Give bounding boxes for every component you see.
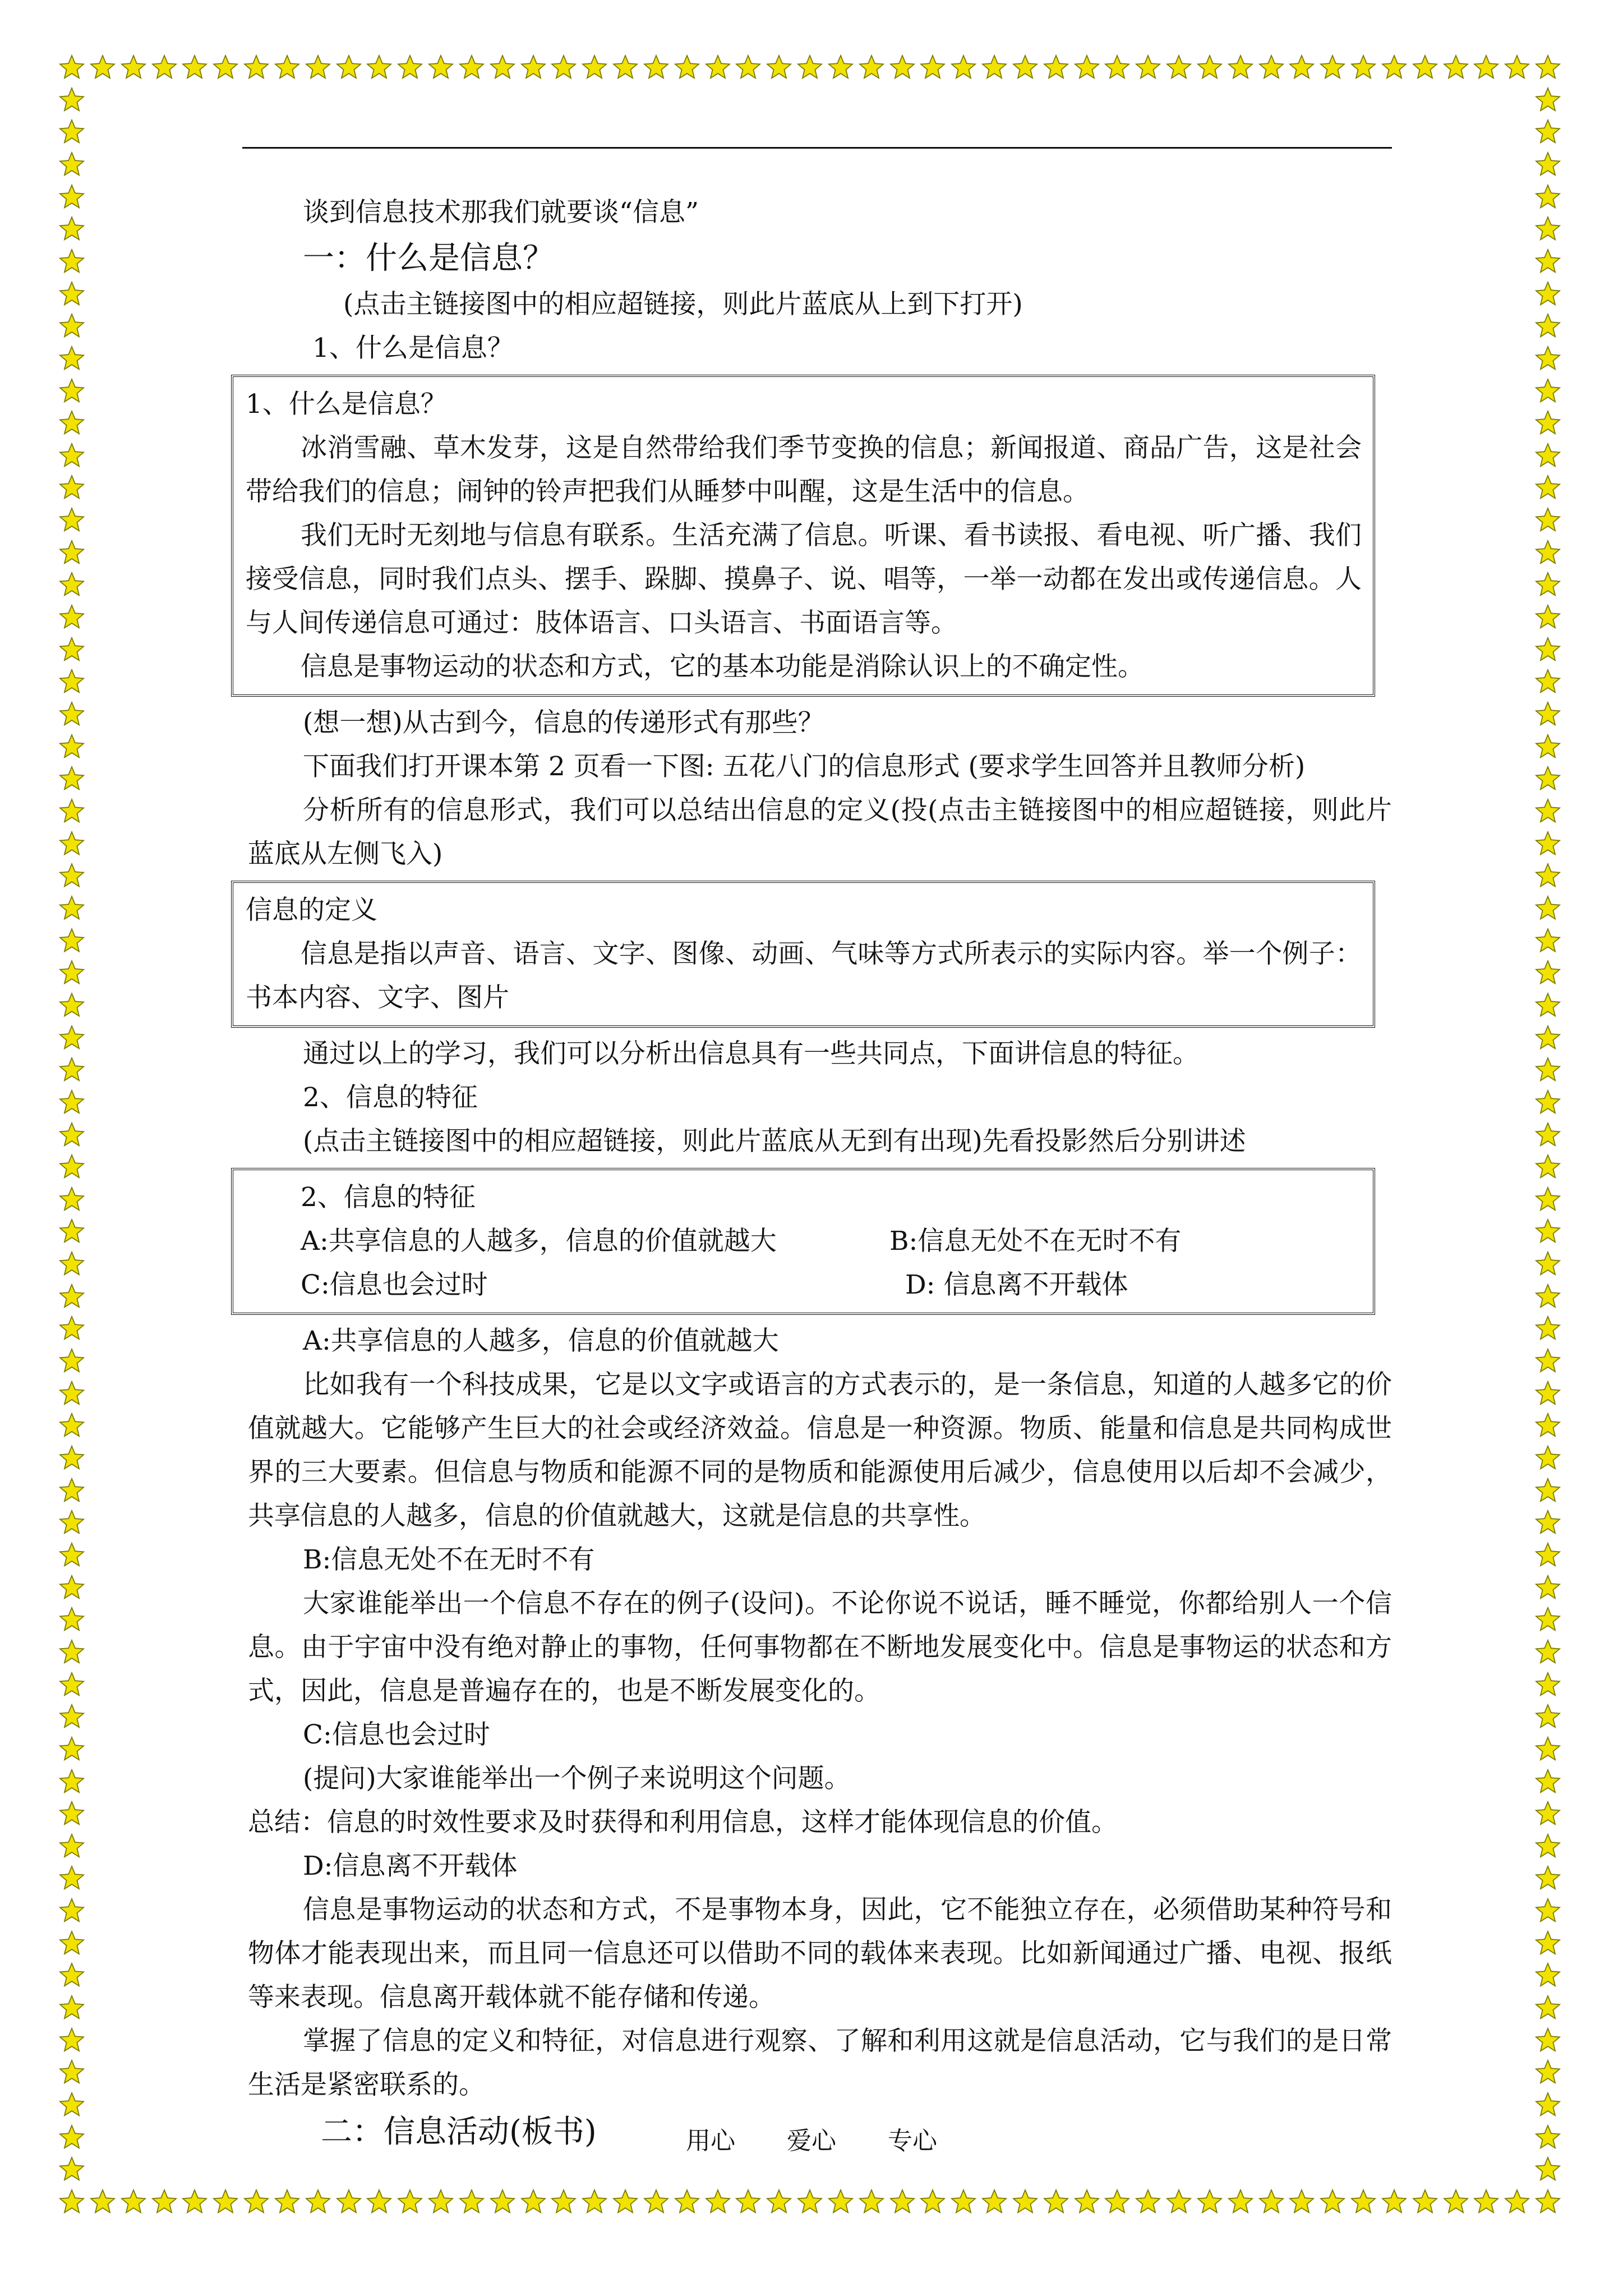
star-icon	[1534, 1962, 1561, 1989]
star-icon	[58, 1444, 85, 1471]
star-icon	[1227, 54, 1254, 81]
star-icon	[1534, 959, 1561, 986]
star-icon	[1534, 1024, 1561, 1051]
feature-d-text: 信息是事物运动的状态和方式，不是事物本身，因此，它不能独立存在，必须借助某种符号和物体才能表现出来，而且同一信息还可以借助不同的载体来表现。比如新闻通过广播、电视、报纸等来表现。信息离开载体就不能存储和传递。	[248, 1894, 1392, 2013]
star-icon	[366, 2188, 393, 2215]
star-icon	[827, 2188, 854, 2215]
star-icon	[58, 1606, 85, 1633]
star-icon	[151, 2188, 178, 2215]
box1-paragraph-1: 冰消雪融、草木发芽，这是自然带给我们季节变换的信息；新闻报道、商品广告，这是社会带给我们的信息；闹钟的铃声把我们从睡梦中叫醒，这是生活中的信息。	[246, 432, 1362, 507]
star-icon	[1043, 2188, 1069, 2215]
star-icon	[1534, 2059, 1561, 2086]
star-icon	[1073, 2188, 1100, 2215]
star-icon	[1534, 765, 1561, 792]
star-icon	[1534, 1736, 1561, 1763]
star-icon	[366, 54, 393, 81]
star-icon	[58, 1186, 85, 1213]
star-icon	[1534, 604, 1561, 631]
star-icon	[58, 1542, 85, 1568]
star-icon	[1534, 1186, 1561, 1213]
star-icon	[58, 183, 85, 210]
star-icon	[1534, 1283, 1561, 1310]
star-icon	[58, 1283, 85, 1310]
star-icon	[1135, 54, 1161, 81]
box1-paragraph-3: 信息是事物运动的状态和方式，它的基本功能是消除认识上的不确定性。	[301, 651, 1144, 682]
star-icon	[1534, 183, 1561, 210]
star-icon	[735, 54, 762, 81]
star-icon	[1534, 701, 1561, 728]
star-icon	[1288, 54, 1315, 81]
star-icon	[919, 54, 946, 81]
star-icon	[1504, 2188, 1530, 2215]
star-icon	[766, 2188, 792, 2215]
star-icon	[58, 409, 85, 436]
star-icon	[1043, 54, 1069, 81]
star-icon	[1534, 54, 1561, 81]
star-icon	[1534, 312, 1561, 339]
box2-paragraph: 信息是指以声音、语言、文字、图像、动画、气味等方式所表示的实际内容。举一个例子：书本内容、文字、图片	[246, 938, 1362, 1013]
star-icon	[1288, 2188, 1315, 2215]
star-icon	[1534, 1542, 1561, 1568]
star-icon	[58, 1639, 85, 1665]
header-rule	[242, 147, 1392, 149]
star-icon	[58, 1897, 85, 1924]
star-icon	[1534, 1089, 1561, 1116]
star-icon	[58, 798, 85, 825]
star-icon	[58, 701, 85, 728]
feature-c-question: (提问)大家谁能举出一个例子来说明这个问题。	[303, 1763, 851, 1794]
star-icon	[1534, 1218, 1561, 1245]
star-icon	[581, 54, 608, 81]
feature-b-text: 大家谁能举出一个信息不存在的例子(设问)。不论你说不说话，睡不睡觉，你都给别人一个信息。由于宇宙中没有绝对静止的事物，任何事物都在不断地发展变化中。信息是事物运的状态和方式，因此，信息是普遍存在的，也是不断发展变化的。	[248, 1588, 1392, 1706]
star-icon	[396, 54, 423, 81]
footer-word-2: 爱心	[787, 2127, 836, 2155]
star-icon	[643, 54, 670, 81]
box-features	[231, 1168, 1375, 1315]
star-icon	[274, 54, 301, 81]
star-icon	[58, 895, 85, 922]
star-icon	[58, 2059, 85, 2086]
star-icon	[1012, 2188, 1039, 2215]
star-icon	[58, 1089, 85, 1116]
star-icon	[58, 345, 85, 372]
star-icon	[58, 312, 85, 339]
star-icon	[58, 151, 85, 178]
star-icon	[1534, 636, 1561, 663]
star-icon	[1196, 54, 1223, 81]
star-icon	[520, 2188, 547, 2215]
star-icon	[427, 2188, 454, 2215]
star-icon	[1534, 1671, 1561, 1698]
closing-paragraph: 掌握了信息的定义和特征，对信息进行观察、了解和利用这就是信息活动，它与我们的是日常生活是紧密联系的。	[248, 2026, 1392, 2100]
intro-line: 谈到信息技术那我们就要谈“信息”	[303, 197, 699, 228]
star-icon	[58, 1994, 85, 2021]
star-icon	[305, 54, 331, 81]
star-icon	[1534, 507, 1561, 533]
star-icon	[58, 54, 85, 81]
star-icon	[58, 1865, 85, 1892]
star-icon	[58, 1121, 85, 1148]
star-icon	[520, 54, 547, 81]
star-icon	[1165, 2188, 1192, 2215]
feature-b-heading: B:信息无处不在无时不有	[303, 1544, 595, 1575]
star-icon	[305, 2188, 331, 2215]
star-icon	[58, 992, 85, 1019]
star-icon	[58, 1574, 85, 1601]
star-icon	[58, 1509, 85, 1536]
star-icon	[1534, 539, 1561, 566]
star-icon	[58, 378, 85, 404]
star-icon	[704, 54, 731, 81]
star-icon	[1412, 54, 1438, 81]
star-icon	[858, 2188, 885, 2215]
star-icon	[827, 54, 854, 81]
star-icon	[1534, 215, 1561, 242]
star-icon	[181, 2188, 208, 2215]
star-icon	[1534, 248, 1561, 275]
star-icon	[1534, 1639, 1561, 1665]
star-icon	[489, 2188, 516, 2215]
star-icon	[1135, 2188, 1161, 2215]
star-icon	[1227, 2188, 1254, 2215]
star-icon	[120, 54, 147, 81]
star-icon	[1534, 2091, 1561, 2118]
star-icon	[58, 2156, 85, 2183]
box1-title: 1、什么是信息？	[246, 389, 447, 420]
footer-word-3: 专心	[888, 2127, 937, 2155]
star-icon	[58, 1671, 85, 1698]
star-icon	[335, 2188, 362, 2215]
star-icon	[1534, 1477, 1561, 1504]
star-icon	[1534, 927, 1561, 954]
sub-heading-1: 1、什么是信息？	[312, 333, 514, 364]
star-icon	[950, 54, 977, 81]
star-icon	[1534, 1315, 1561, 1342]
star-icon	[212, 54, 239, 81]
star-icon	[1319, 54, 1346, 81]
star-icon	[796, 2188, 823, 2215]
star-icon	[1534, 442, 1561, 469]
star-icon	[1504, 54, 1530, 81]
star-icon	[58, 215, 85, 242]
star-icon	[58, 474, 85, 501]
star-icon	[58, 1833, 85, 1860]
star-icon	[1534, 1121, 1561, 1148]
star-icon	[151, 54, 178, 81]
star-icon	[1534, 1833, 1561, 1860]
features-row-1	[246, 1220, 1362, 1263]
star-icon	[766, 54, 792, 81]
star-icon	[1534, 1865, 1561, 1892]
star-icon	[458, 54, 485, 81]
star-icon	[58, 733, 85, 760]
star-icon	[335, 54, 362, 81]
star-icon	[1534, 1994, 1561, 2021]
feature-a-item: A:共享信息的人越多，信息的价值就越大	[301, 1226, 777, 1257]
star-icon	[704, 2188, 731, 2215]
star-icon	[1534, 2156, 1561, 2183]
star-icon	[89, 54, 116, 81]
star-icon	[1534, 474, 1561, 501]
note-1: (点击主链接图中的相应超链接，则此片蓝底从上到下打开)	[343, 289, 1023, 320]
star-icon	[396, 2188, 423, 2215]
star-icon	[58, 927, 85, 954]
star-icon	[1534, 1444, 1561, 1471]
star-icon	[1442, 2188, 1469, 2215]
star-icon	[1534, 1153, 1561, 1180]
star-icon	[1534, 1509, 1561, 1536]
star-icon	[458, 2188, 485, 2215]
feature-c-summary: 总结：信息的时效性要求及时获得和利用信息，这样才能体现信息的价值。	[248, 1807, 1118, 1838]
star-icon	[1534, 151, 1561, 178]
star-icon	[1534, 378, 1561, 404]
note-2: (点击主链接图中的相应超链接，则此片蓝底从无到有出现)先看投影然后分别讲述	[303, 1126, 1246, 1157]
star-icon	[489, 54, 516, 81]
section2-heading: 二：信息活动(板书)	[321, 2114, 597, 2150]
star-icon	[58, 280, 85, 307]
box3-title: 2、信息的特征	[301, 1182, 476, 1213]
star-icon	[1534, 668, 1561, 695]
star-icon	[1381, 2188, 1408, 2215]
star-icon	[58, 86, 85, 113]
star-icon	[1319, 2188, 1346, 2215]
star-icon	[243, 54, 270, 81]
feature-c-heading: C:信息也会过时	[303, 1719, 490, 1750]
star-icon	[274, 2188, 301, 2215]
star-icon	[674, 2188, 700, 2215]
star-icon	[58, 1153, 85, 1180]
star-icon	[643, 2188, 670, 2215]
star-icon	[1534, 830, 1561, 857]
feature-a-text: 比如我有一个科技成果，它是以文字或语言的方式表示的，是一条信息，知道的人越多它的价值就越大。它能够产生巨大的社会或经济效益。信息是一种资源。物质、能量和信息是共同构成世界的三大要素。但信息与物质和能源不同的是物质和能源使用后减少，信息使用以后却不会减少，共享信息的人越多，信息的价值就越大，这就是信息的共享性。	[248, 1369, 1392, 1531]
star-icon	[58, 668, 85, 695]
star-icon	[1534, 86, 1561, 113]
box-definition	[231, 881, 1375, 1028]
box-what-is-info	[231, 375, 1375, 697]
star-icon	[1412, 2188, 1438, 2215]
star-icon	[889, 2188, 916, 2215]
star-icon	[1534, 1056, 1561, 1083]
star-icon	[58, 1056, 85, 1083]
star-icon	[674, 54, 700, 81]
star-icon	[58, 765, 85, 792]
sub-heading-2: 2、信息的特征	[303, 1082, 478, 1113]
star-icon	[181, 54, 208, 81]
feature-c-item: C:信息也会过时	[301, 1269, 488, 1300]
star-icon	[612, 54, 639, 81]
star-icon	[1104, 54, 1131, 81]
star-icon	[1196, 2188, 1223, 2215]
star-icon	[1534, 1768, 1561, 1795]
star-icon	[1534, 1800, 1561, 1827]
box1-paragraph-2: 我们无时无刻地与信息有联系。生活充满了信息。听课、看书读报、看电视、听广播、我们接受信息，同时我们点头、摆手、跺脚、摸鼻子、说、唱等，一举一动都在发出或传递信息。人与人间传递信息可通过：肢体语言、口头语言、书面语言等。	[246, 520, 1362, 638]
footer-word-1: 用心	[686, 2127, 735, 2155]
star-icon	[981, 2188, 1008, 2215]
feature-d-heading: D:信息离不开载体	[303, 1851, 518, 1881]
star-icon	[89, 2188, 116, 2215]
star-icon	[1012, 54, 1039, 81]
star-icon	[1165, 54, 1192, 81]
feature-d-item: D: 信息离不开载体	[905, 1269, 1128, 1300]
star-icon	[1534, 992, 1561, 1019]
analysis-paragraph: 分析所有的信息形式，我们可以总结出信息的定义(投(点击主链接图中的相应超链接，则此片蓝底从左侧飞入)	[248, 795, 1392, 869]
star-icon	[1534, 2027, 1561, 2054]
features-row-2	[246, 1263, 1362, 1307]
star-icon	[950, 2188, 977, 2215]
star-icon	[919, 2188, 946, 2215]
star-icon	[1073, 54, 1100, 81]
star-icon	[1534, 862, 1561, 889]
document-body	[248, 191, 1392, 2157]
star-icon	[1534, 571, 1561, 598]
star-icon	[58, 862, 85, 889]
star-icon	[796, 54, 823, 81]
star-icon	[1534, 895, 1561, 922]
star-icon	[1534, 409, 1561, 436]
star-icon	[1534, 1347, 1561, 1374]
star-icon	[858, 54, 885, 81]
star-icon	[581, 2188, 608, 2215]
star-icon	[58, 959, 85, 986]
star-icon	[1534, 1606, 1561, 1633]
star-icon	[58, 636, 85, 663]
star-icon	[58, 539, 85, 566]
star-icon	[58, 604, 85, 631]
star-icon	[1534, 1380, 1561, 1407]
star-icon	[735, 2188, 762, 2215]
star-icon	[612, 2188, 639, 2215]
star-icon	[58, 1412, 85, 1439]
star-icon	[1534, 1897, 1561, 1924]
page-footer	[0, 2120, 1623, 2156]
star-icon	[1381, 54, 1408, 81]
star-icon	[58, 1703, 85, 1730]
star-icon	[1442, 54, 1469, 81]
star-icon	[58, 248, 85, 275]
star-icon	[1473, 54, 1500, 81]
star-icon	[1534, 118, 1561, 145]
star-icon	[1534, 733, 1561, 760]
star-icon	[58, 2091, 85, 2118]
star-icon	[1534, 1574, 1561, 1601]
star-icon	[1534, 345, 1561, 372]
star-icon	[1534, 2188, 1561, 2215]
star-icon	[120, 2188, 147, 2215]
star-icon	[1350, 54, 1377, 81]
star-icon	[550, 54, 577, 81]
star-icon	[550, 2188, 577, 2215]
star-icon	[889, 54, 916, 81]
star-icon	[1350, 2188, 1377, 2215]
star-icon	[1534, 1412, 1561, 1439]
transition-line: 通过以上的学习，我们可以分析出信息具有一些共同点，下面讲信息的特征。	[303, 1038, 1199, 1069]
star-icon	[1534, 798, 1561, 825]
star-icon	[1534, 280, 1561, 307]
section1-heading: 一：什么是信息？	[303, 240, 554, 277]
star-icon	[58, 442, 85, 469]
box2-title: 信息的定义	[246, 895, 377, 926]
star-icon	[1534, 1930, 1561, 1957]
star-icon	[58, 1218, 85, 1245]
star-icon	[58, 1736, 85, 1763]
star-icon	[243, 2188, 270, 2215]
feature-b-item: B:信息无处不在无时不有	[889, 1226, 1182, 1257]
star-icon	[1473, 2188, 1500, 2215]
think-line: (想一想)从古到今，信息的传递形式有那些？	[303, 707, 824, 738]
feature-a-heading: A:共享信息的人越多，信息的价值就越大	[303, 1326, 779, 1356]
star-icon	[58, 571, 85, 598]
star-icon	[58, 1962, 85, 1989]
star-icon	[58, 1477, 85, 1504]
star-icon	[981, 54, 1008, 81]
star-icon	[58, 118, 85, 145]
star-icon	[1104, 2188, 1131, 2215]
star-icon	[58, 2027, 85, 2054]
star-icon	[427, 54, 454, 81]
star-icon	[212, 2188, 239, 2215]
star-icon	[58, 1347, 85, 1374]
star-icon	[1258, 54, 1285, 81]
star-icon	[1534, 1703, 1561, 1730]
star-icon	[58, 1930, 85, 1957]
star-icon	[58, 1250, 85, 1277]
star-icon	[58, 1024, 85, 1051]
star-icon	[1258, 2188, 1285, 2215]
star-icon	[58, 2188, 85, 2215]
textbook-line: 下面我们打开课本第 2 页看一下图: 五花八门的信息形式 (要求学生回答并且教师分析)	[303, 751, 1306, 782]
star-icon	[1534, 1250, 1561, 1277]
star-icon	[58, 1768, 85, 1795]
star-icon	[58, 1315, 85, 1342]
star-icon	[58, 507, 85, 533]
star-icon	[58, 1800, 85, 1827]
star-icon	[58, 1380, 85, 1407]
star-icon	[58, 830, 85, 857]
